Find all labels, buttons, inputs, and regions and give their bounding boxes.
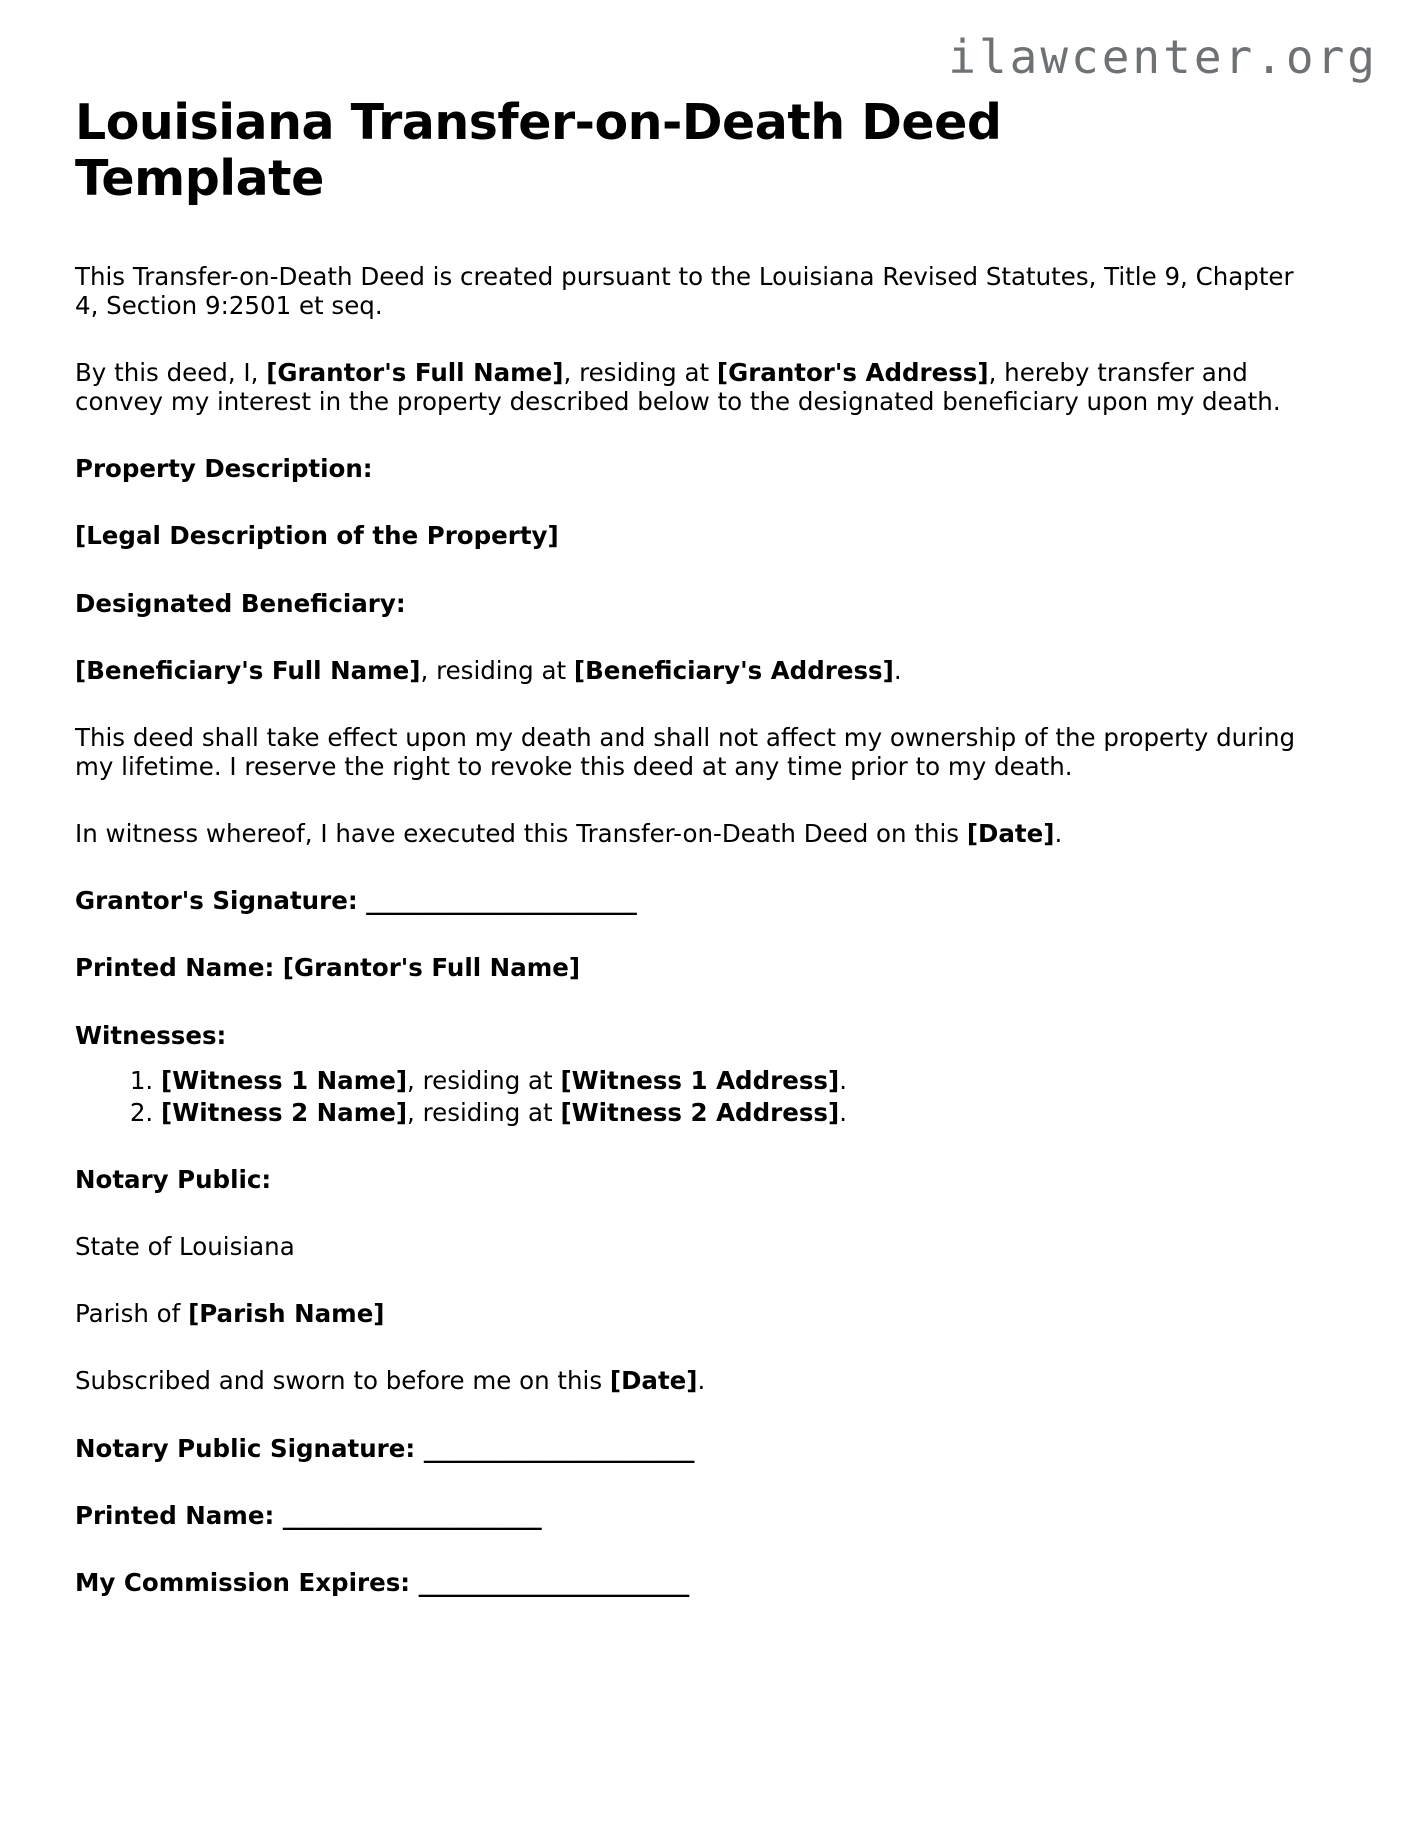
witness-whereof-prefix: In witness whereof, I have executed this Transfer-on-Death Deed on this [75,819,967,849]
notary-printed-name-label: Printed Name: [75,1500,283,1530]
grantor-signature-label: Grantor's Signature: [75,886,367,916]
execution-date-placeholder: [Date] [966,819,1055,849]
notary-signature-blank: _______________________ [423,1433,694,1463]
notary-sworn-prefix: Subscribed and sworn to before me on this [75,1366,610,1396]
notary-sworn-line [75,1366,1320,1395]
grantor-clause-prefix: By this deed, I, [75,357,267,387]
property-description-heading: Property Description: [75,454,373,484]
witness-1-middle: , residing at [407,1065,561,1095]
intro-paragraph: This Transfer-on-Death Deed is created pursuant to the Louisiana Revised Statutes, Title 9, Chapter 4, Section 9:2501 et seq. [75,261,1294,320]
witness-2-middle: , residing at [407,1097,561,1127]
witness-list [75,1066,1320,1127]
witnesses-heading: Witnesses: [75,1020,227,1050]
document-body [75,95,1320,1597]
notary-signature-line [75,1434,1320,1463]
witness-1-suffix: . [839,1065,847,1095]
notary-sworn-suffix: . [697,1366,706,1396]
page-title: Louisiana Transfer-on-Death Deed Template [75,94,1002,208]
beneficiary-clause-suffix: . [893,655,902,685]
notary-parish-line [75,1299,1320,1328]
notary-signature-label: Notary Public Signature: [75,1433,424,1463]
designated-beneficiary-heading: Designated Beneficiary: [75,588,406,618]
witness-1-address-placeholder: [Witness 1 Address] [560,1065,840,1095]
effect-clause-paragraph: This deed shall take effect upon my death and shall not affect my ownership of the property during my lifetime. I reserve the right to revoke this deed at any time prior to my death. [75,722,1296,781]
witness-1-name-placeholder: [Witness 1 Name] [161,1065,408,1095]
notary-commission-blank: _______________________ [418,1567,689,1597]
grantor-address-placeholder: [Grantor's Address] [716,357,989,387]
grantor-printed-name-label: Printed Name: [75,953,283,983]
grantor-clause-suffix: , hereby transfer and convey my interest in the property described below to the designated beneficiary upon my death. [75,357,1281,417]
witness-2-name-placeholder: [Witness 2 Name] [161,1097,408,1127]
beneficiary-clause-middle: , residing at [420,655,574,685]
beneficiary-clause-paragraph [75,656,1320,685]
notary-state-line: State of Louisiana [75,1232,295,1262]
witness-2-suffix: . [839,1097,847,1127]
list-item [161,1098,1320,1127]
notary-printed-name-blank: ______________________ [282,1500,542,1530]
list-item [161,1066,1320,1095]
witness-2-address-placeholder: [Witness 2 Address] [560,1097,840,1127]
parish-name-placeholder: [Parish Name] [188,1299,385,1329]
witness-whereof-suffix: . [1054,819,1063,849]
notary-commission-label: My Commission Expires: [75,1567,419,1597]
beneficiary-address-placeholder: [Beneficiary's Address] [573,655,894,685]
grantor-signature-blank: _______________________ [366,886,637,916]
grantor-name-placeholder: [Grantor's Full Name] [266,357,564,387]
grantor-printed-name-value: [Grantor's Full Name] [282,953,581,983]
notary-date-placeholder: [Date] [609,1366,698,1396]
notary-public-heading: Notary Public: [75,1164,272,1194]
property-description-placeholder: [Legal Description of the Property] [75,521,559,551]
grantor-clause-paragraph [75,358,1320,416]
grantor-signature-line [75,886,1320,915]
beneficiary-name-placeholder: [Beneficiary's Full Name] [75,655,421,685]
grantor-printed-name-line [75,953,1320,982]
notary-printed-name-line [75,1501,1320,1530]
notary-commission-expires-line [75,1568,1320,1597]
site-watermark: ilawcenter.org [948,30,1378,84]
grantor-clause-middle: , residing at [563,357,717,387]
notary-parish-prefix: Parish of [75,1299,189,1329]
witness-whereof-paragraph [75,819,1320,848]
